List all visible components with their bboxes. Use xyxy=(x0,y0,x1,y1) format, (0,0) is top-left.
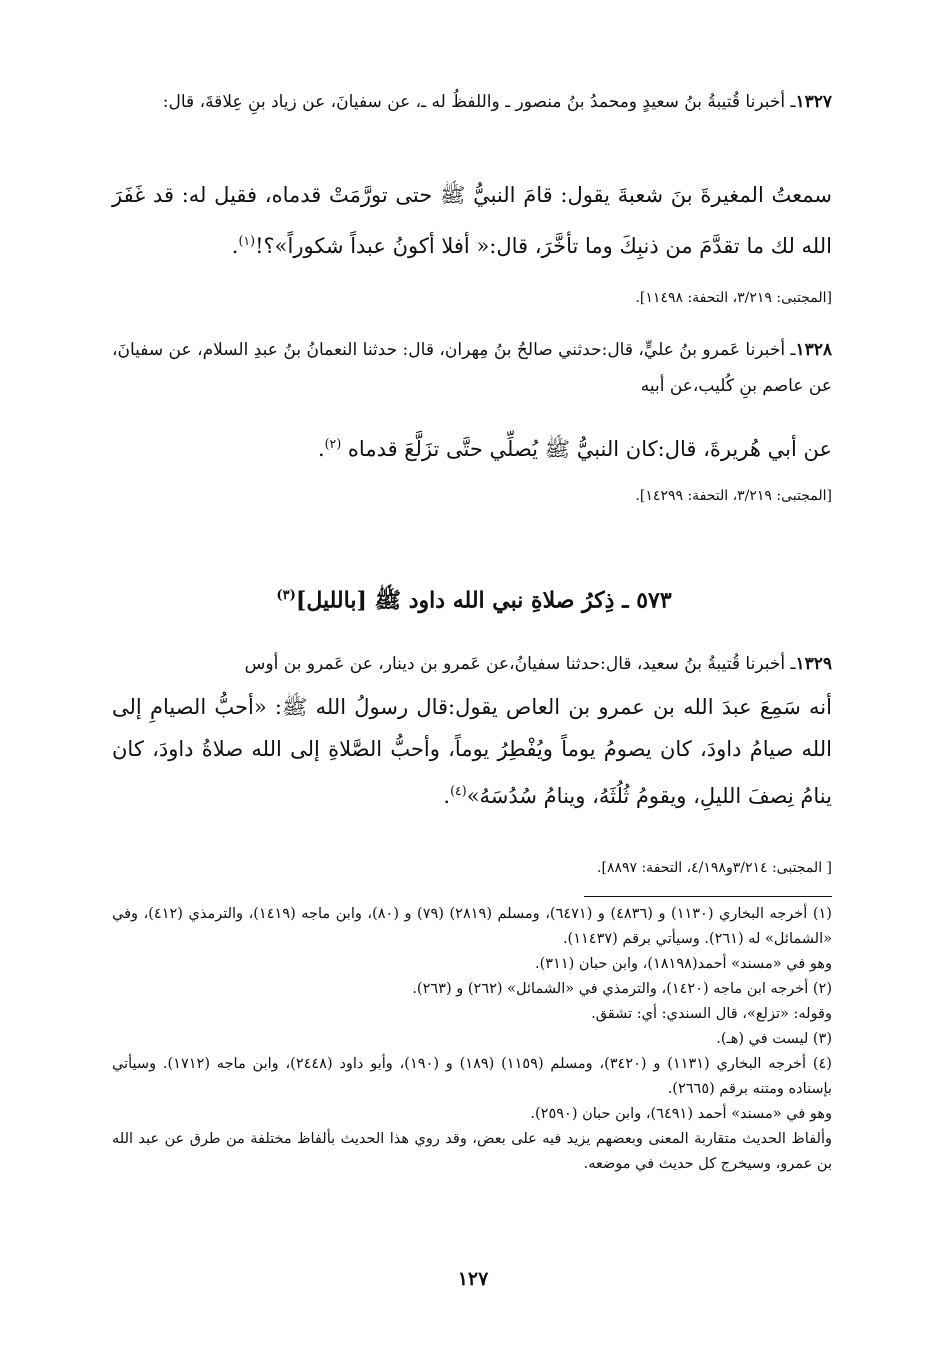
page-number: ١٢٧ xyxy=(457,1268,489,1290)
hadith-1329-reference: [ المجتبى: ٣/٢١٤و٤/١٩٨، التحفة: ٨٨٩٧]. xyxy=(597,860,832,876)
matn-text: سمعتُ المغيرةَ بنَ شعبةَ يقول: قامَ النبيُّ ﷺ حتى تورَّمَتْ قدماه، فقيل له: قد غَفَرَ الله لك ما تقدَّمَ من ذنبِكَ وما تأخَّرَ، قال:« أفلا أكونُ عبداً شكوراً»؟! xyxy=(112,183,832,258)
footnote-1-continuation: وهو في «مسند» أحمد(١٨١٩٨)، وابن حبان (٣١١). xyxy=(534,956,832,972)
footnote-divider xyxy=(584,896,832,897)
footnotes-section xyxy=(112,902,832,1177)
footnote-3: (٣) ليست في (هـ). xyxy=(716,1031,832,1047)
chapter-heading xyxy=(114,578,834,618)
footnote-1: (١) أخرجه البخاري (١١٣٠) و (٤٨٣٦) و (٦٤٧١)، ومسلم (٢٨١٩) (٧٩) و (٨٠)، وابن ماجه (١٤١٩)، والترمذي (٤١٢)، وفي «الشمائل» له (٢٦١). وسيأتي برقم (١١٤٣٧). xyxy=(112,906,832,947)
hadith-1328-reference: [المجتبى: ٣/٢١٩، التحفة: ١٤٢٩٩]. xyxy=(635,488,832,504)
hadith-1327-matn: سمعتُ المغيرةَ بنَ شعبةَ يقول: قامَ النبيُّ ﷺ حتى تورَّمَتْ قدماه، فقيل له: قد غَفَرَ الله لك ما تقدَّمَ من ذنبِكَ وما تأخَّرَ، قال:« أفلا أكونُ عبداً شكوراً»؟!$^{(١)}$. xyxy=(112,183,832,258)
isnad-text: ـ أخبرنا قُتيبةُ بنُ سعيد، قال:حدثنا سفيانُ،عن عَمرو بن دينار، عن عَمرو بن أوس xyxy=(244,654,796,674)
matn-text: عن أبي هُريرةَ، قال:كان النبيُّ ﷺ يُصلِّي حتَّى تزَلَّعَ قدماه xyxy=(347,437,832,461)
footnote-ref: (٢) xyxy=(324,436,342,451)
hadith-1327-isnad xyxy=(112,84,832,120)
footnote-ref: (١) xyxy=(238,233,256,248)
isnad-text: ـ أخبرنا قُتيبةُ بنُ سعيدٍ ومحمدُ بنُ منصور ـ واللفظُ له ـ، عن سفيانَ، عن زياد بنِ عِلاقةَ، قال: xyxy=(162,92,796,112)
hadith-1329-matn: أنه سَمِعَ عبدَ الله بن عمرو بن العاص يقول:قال رسولُ الله ﷺ: «أحبُّ الصيامِ إلى الله صيامُ داودَ، كان يصومُ يوماً ويُفْطِرُ يوماً، وأحبُّ الصَّلاةِ إلى الله صلاةُ داودَ، كان ينامُ نِصفَ الليلِ، ويقومُ ثُلُثَهُ، وينامُ سُدُسَهُ»$^{(٤)}$. xyxy=(112,695,832,808)
hadith-1327-reference: [المجتبى: ٣/٢١٩، التحفة: ١١٤٩٨]. xyxy=(635,290,832,306)
footnote-4: (٤) أخرجه البخاري (١١٣١) و (٣٤٢٠)، ومسلم (١١٥٩) (١٨٩) و (١٩٠)، وأبو داود (٢٤٤٨)، وابن ماجه (١٧١٢). وسيأتي بإسناده ومتنه برقم (٢٦٦٥). xyxy=(112,1056,832,1097)
hadith-1329-isnad xyxy=(112,646,832,682)
footnote-4-note: وألفاظ الحديث متقاربة المعنى وبعضهم يزيد فيه على بعض، وقد روي هذا الحديث بألفاظ مختلفة من طرق عن عبد الله بن عمرو، وسيخرج كل حديث في موضعه. xyxy=(112,1131,832,1172)
hadith-number: ١٣٢٨ xyxy=(795,340,832,360)
footnote-ref: (٣) xyxy=(276,588,296,603)
footnote-2: (٢) أخرجه ابن ماجه (١٤٢٠)، والترمذي في «الشمائل» (٢٦٢) و (٢٦٣). xyxy=(412,981,832,997)
hadith-number: ١٣٢٩ xyxy=(795,654,832,674)
footnote-ref: (٤) xyxy=(450,783,467,798)
matn-text: أنه سَمِعَ عبدَ الله بن عمرو بن العاص يقول:قال رسولُ الله ﷺ: «أحبُّ الصيامِ إلى الله صيامُ داودَ، كان يصومُ يوماً ويُفْطِرُ يوماً، وأحبُّ الصَّلاةِ إلى الله صلاةُ داودَ، كان ينامُ نِصفَ الليلِ، ويقومُ ثُلُثَهُ، وينامُ سُدُسَهُ» xyxy=(112,695,832,808)
footnote-2-continuation: وقوله: «تزلع»، قال السندي: أي: تشقق. xyxy=(591,1006,832,1022)
footnote-4-continuation: وهو في «مسند» أحمد (٦٤٩١)، وابن حبان (٢٥٩٠). xyxy=(530,1106,832,1122)
hadith-number: ١٣٢٧ xyxy=(795,92,832,112)
hadith-1328-matn: عن أبي هُريرةَ، قال:كان النبيُّ ﷺ يُصلِّي حتَّى تزَلَّعَ قدماه $^{(٢)}$. xyxy=(317,436,832,461)
isnad-text: ـ أخبرنا عَمرو بنُ عليٍّ، قال:حدثني صالحُ بنُ مِهران، قال: حدثنا النعمانُ بنُ عبدِ السلام، عن سفيانَ، عن عاصم بنِ كُليب،عن أبيه xyxy=(112,340,832,396)
hadith-1328-isnad xyxy=(112,332,832,404)
chapter-title: ٥٧٣ ـ ذِكرُ صلاةِ نبي الله داود ﷺ [بالليل] xyxy=(295,587,672,614)
